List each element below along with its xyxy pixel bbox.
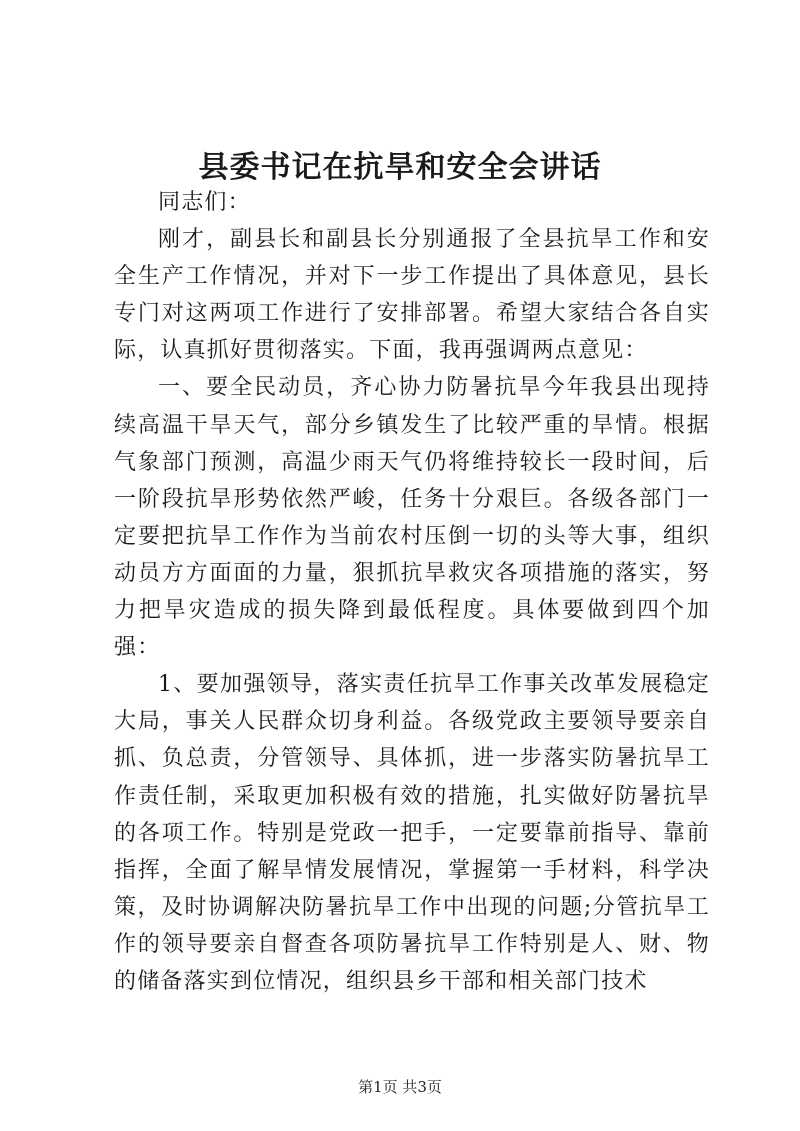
body-paragraph: 1、要加强领导，落实责任抗旱工作事关改革发展稳定大局，事关人民群众切身利益。各级党政主要领导要亲自抓、负总责，分管领导、具体抓，进一步落实防暑抗旱工作责任制，采取更加积极有效的措施，扎实做好防暑抗旱的各项工作。特别是党政一把手，一定要靠前指导、靠前指挥，全面了解旱情发展情况，掌握第一手材料，科学决策，及时协调解决防暑抗旱工作中出现的问题;分管抗旱工作的领导要亲自督查各项防暑抗旱工作特别是人、财、物的储备落实到位情况，组织县乡干部和相关部门技术 [114, 672, 710, 994]
page-number-footer: 第1页 共3页 [358, 1078, 442, 1096]
body-paragraph: 刚才，副县长和副县长分别通报了全县抗旱工作和安全生产工作情况，并对下一步工作提出了具体意见，县长专门对这两项工作进行了安排部署。希望大家结合各自实际，认真抓好贯彻落实。下面，我再强调两点意见： [114, 227, 710, 364]
salutation-paragraph: 同志们： [158, 190, 251, 215]
document-body [114, 184, 710, 1000]
document-title: 县委书记在抗旱和安全会讲话 [198, 150, 602, 185]
body-paragraph: 一、要全民动员，齐心协力防暑抗旱今年我县出现持续高温干旱天气，部分乡镇发生了比较严重的旱情。根据气象部门预测，高温少雨天气仍将维持较长一段时间，后一阶段抗旱形势依然严峻，任务十分艰巨。各级各部门一定要把抗旱工作作为当前农村压倒一切的头等大事，组织动员方方面面的力量，狠抓抗旱救灾各项措施的落实，努力把旱灾造成的损失降到最低程度。具体要做到四个加强： [114, 375, 710, 661]
